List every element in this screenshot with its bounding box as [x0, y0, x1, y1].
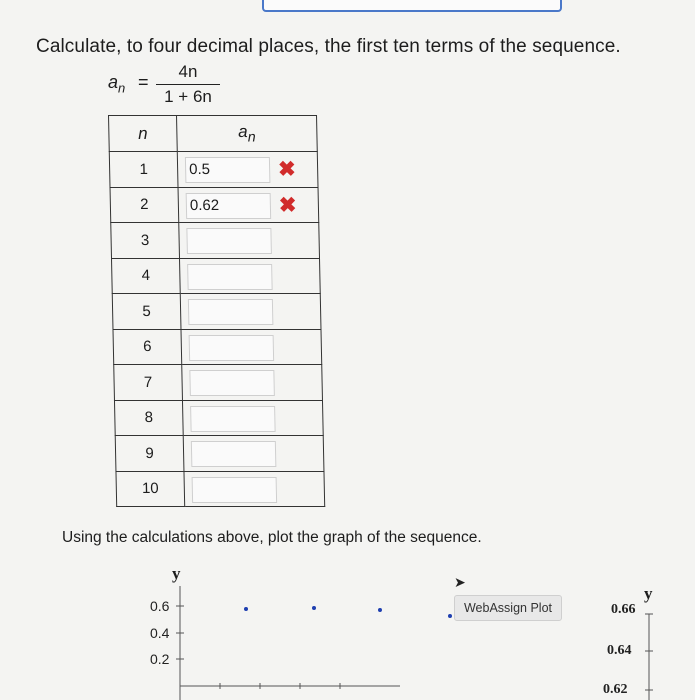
row-n-cell: 10: [116, 471, 185, 507]
row-answer-cell: [179, 223, 320, 259]
table-header-row: [109, 116, 318, 152]
plot-y-label: y: [172, 564, 181, 583]
answer-box-top[interactable]: [262, 0, 562, 12]
zoomed-tick-0-66: 0.66: [611, 602, 636, 617]
row-n-cell: 2: [110, 187, 179, 223]
plot-tick-0-4: 0.4: [150, 625, 170, 641]
row-n-cell: 9: [115, 436, 184, 472]
row-n-cell: 7: [114, 365, 183, 401]
answer-input-4[interactable]: [187, 264, 273, 290]
plot-axes: [140, 562, 400, 700]
row-n-cell: 6: [113, 329, 182, 365]
formula-numerator: 4n: [156, 62, 220, 85]
table-row: [109, 152, 318, 188]
answer-input-9[interactable]: [191, 441, 277, 467]
header-n: n: [109, 116, 178, 152]
row-answer-cell: [178, 187, 319, 223]
row-answer-cell: [177, 152, 318, 188]
table-row: [111, 258, 320, 294]
incorrect-x-icon: ✖: [277, 158, 296, 181]
row-answer-cell: [182, 365, 323, 401]
row-n-cell: 1: [109, 152, 178, 188]
row-answer-cell: [180, 294, 321, 330]
table-row: [114, 365, 323, 401]
formula-fraction: [156, 62, 220, 107]
header-an: $a_n$: [177, 116, 318, 152]
row-n-cell: 3: [111, 223, 180, 259]
row-n-cell: 4: [111, 258, 180, 294]
row-answer-cell: [183, 436, 324, 472]
plot-point[interactable]: [448, 614, 452, 618]
sequence-table: [108, 115, 325, 507]
row-answer-cell: [181, 329, 322, 365]
zoomed-tick-0-62: 0.62: [603, 682, 628, 697]
row-n-cell: 8: [114, 400, 183, 436]
cursor-arrow-icon: ➤: [454, 574, 466, 590]
formula-denominator: 1 + 6n: [164, 87, 212, 106]
answer-input-3[interactable]: [186, 228, 272, 254]
answer-input-1[interactable]: 0.5: [185, 157, 271, 183]
plot-tick-0-6: 0.6: [150, 598, 170, 614]
incorrect-x-icon: ✖: [278, 193, 297, 217]
zoomed-tick-0-64: 0.64: [607, 643, 632, 658]
answer-input-7[interactable]: [189, 370, 275, 396]
plot-instruction: Using the calculations above, plot the graph of the sequence.: [62, 529, 482, 546]
zoomed-plot[interactable]: [590, 584, 670, 700]
answer-input-10[interactable]: [192, 477, 278, 503]
row-n-cell: 5: [112, 294, 181, 330]
table-row: [113, 329, 322, 365]
webassign-plot-badge: WebAssign Plot: [454, 595, 562, 621]
row-answer-cell: [179, 258, 320, 294]
plot-point[interactable]: [244, 607, 248, 611]
formula-lhs: $a_n$: [108, 72, 126, 96]
zoomed-plot-y-label: y: [644, 584, 653, 603]
table-row: [112, 294, 321, 330]
sequence-plot[interactable]: [140, 562, 400, 700]
row-answer-cell: [182, 400, 323, 436]
answer-input-8[interactable]: [190, 406, 276, 432]
table-row: [116, 471, 325, 507]
row-answer-cell: [184, 471, 325, 507]
question-text: Calculate, to four decimal places, the first ten terms of the sequence.: [36, 36, 621, 57]
plot-tick-0-2: 0.2: [150, 651, 170, 667]
table-row: [111, 223, 320, 259]
formula-equals: =: [138, 72, 149, 92]
table-row: [114, 400, 323, 436]
answer-input-2[interactable]: 0.62: [186, 193, 272, 219]
table-row: [115, 436, 324, 472]
plot-point[interactable]: [312, 606, 316, 610]
answer-input-6[interactable]: [189, 335, 275, 361]
table-row: [110, 187, 319, 223]
answer-input-5[interactable]: [188, 299, 274, 325]
plot-point[interactable]: [378, 608, 382, 612]
